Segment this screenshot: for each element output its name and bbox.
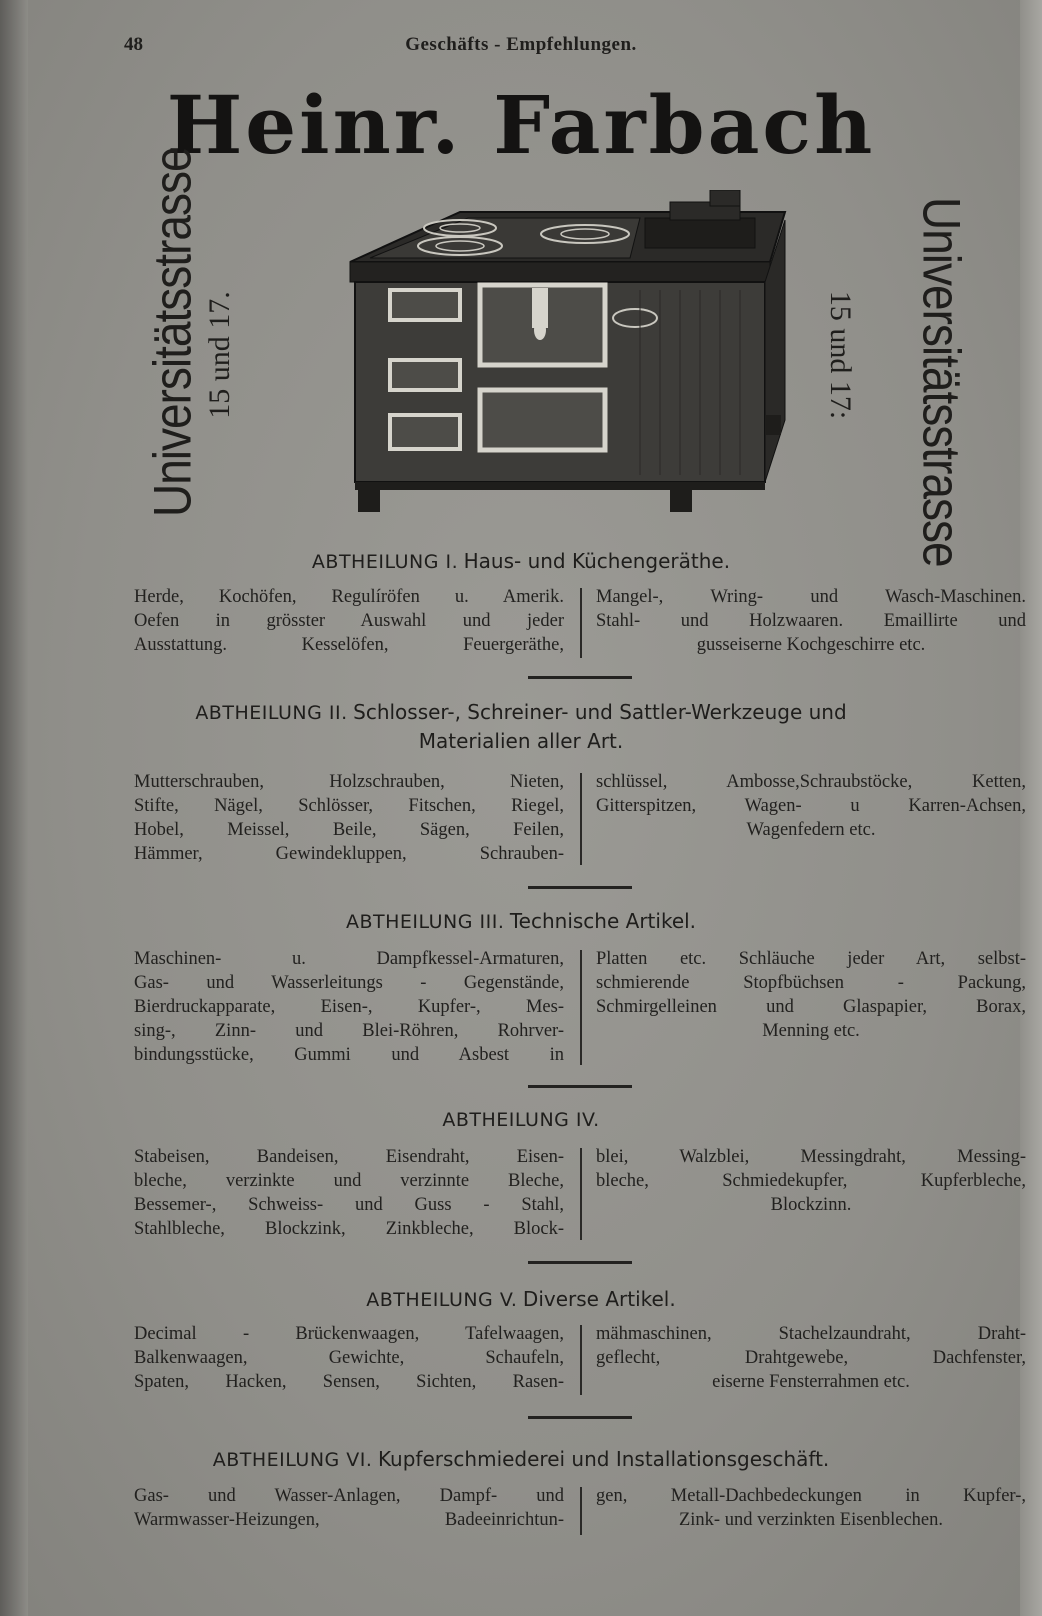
dept-1-title: Haus- und Küchengeräthe. [463, 549, 731, 573]
house-number-right: 15 und 17: [824, 290, 857, 420]
dept-6-label: ABTHEILUNG VI. [212, 1449, 373, 1471]
text-line: schmierende Stopfbüchsen - Packung, [596, 973, 1026, 993]
street-name-left: Universitätsstrasse [142, 147, 202, 517]
text-line: Decimal - Brückenwaagen, Tafelwaagen, [134, 1324, 564, 1344]
dept-6-right-column [596, 1484, 1026, 1532]
text-line: Spaten, Hacken, Sensen, Sichten, Rasen- [134, 1372, 564, 1392]
dept-3-left-column [134, 947, 564, 1067]
address-left [140, 147, 300, 520]
dept-4-label: ABTHEILUNG IV. [442, 1109, 600, 1131]
text-line: bindungsstücke, Gummi und Asbest in [134, 1045, 564, 1065]
dept-5-left-column [134, 1322, 564, 1394]
text-line: Gas- und Wasserleitungs - Gegenstände, [134, 973, 564, 993]
text-line: Menning etc. [762, 1021, 860, 1041]
dept-6-heading [0, 1445, 1042, 1474]
column-divider [580, 950, 582, 1065]
dept-4-heading [0, 1105, 1042, 1134]
running-title: Geschäfts - Empfehlungen. [405, 34, 637, 55]
text-line: Wagenfedern etc. [746, 820, 876, 840]
section-divider [528, 1085, 632, 1088]
dept-2-label: ABTHEILUNG II. [195, 702, 348, 724]
text-line: Mutterschrauben, Holzschrauben, Nieten, [134, 772, 564, 792]
dept-3-right-column [596, 947, 1026, 1043]
dept-3-heading [0, 907, 1042, 936]
text-line: Stahl- und Holzwaaren. Emaillirte und [596, 611, 1026, 631]
text-line: Hobel, Meissel, Beile, Sägen, Feilen, [134, 820, 564, 840]
dept-4-right-column [596, 1145, 1026, 1217]
text-line: Stifte, Nägel, Schlösser, Fitschen, Riegel, [134, 796, 564, 816]
text-line: bleche, Schmiedekupfer, Kupferbleche, [596, 1171, 1026, 1191]
dept-3-label: ABTHEILUNG III. [345, 911, 505, 933]
dept-6-title: Kupferschmiederei und Installationsgeschäft. [377, 1447, 830, 1471]
text-line: Bessemer-, Schweiss- und Guss - Stahl, [134, 1195, 564, 1215]
stove-icon [340, 190, 800, 520]
section-divider [528, 676, 632, 679]
dept-1-left-column [134, 585, 564, 657]
column-divider [580, 1487, 582, 1535]
text-line: Hämmer, Gewindekluppen, Schrauben- [134, 844, 564, 864]
text-line: Zink- und verzinkten Eisenblechen. [678, 1510, 944, 1530]
dept-5-heading [0, 1285, 1042, 1314]
text-line: Ausstattung. Kesselöfen, Feuergeräthe, [134, 635, 564, 655]
dept-1-heading [0, 547, 1042, 576]
section-divider [528, 1416, 632, 1419]
text-line: Gas- und Wasser-Anlagen, Dampf- und [134, 1486, 564, 1506]
text-line: Blockzinn. [770, 1195, 852, 1215]
dept-3-title: Technische Artikel. [509, 909, 697, 933]
text-line: schlüssel, Ambosse,Schraubstöcke, Ketten, [596, 772, 1026, 792]
firm-name: Heinr. Farbach [166, 78, 876, 172]
text-line: Mangel-, Wring- und Wasch-Maschinen. [596, 587, 1026, 607]
text-line: Stahlbleche, Blockzink, Zinkbleche, Block- [134, 1219, 564, 1239]
text-line: Warmwasser-Heizungen, Badeeinrichtun- [134, 1510, 564, 1530]
running-head [0, 34, 1042, 62]
dept-1-right-column [596, 585, 1026, 657]
dept-5-label: ABTHEILUNG V. [366, 1289, 518, 1311]
text-line: eiserne Fensterrahmen etc. [712, 1372, 910, 1392]
dept-2-left-column [134, 770, 564, 866]
text-line: Platten etc. Schläuche jeder Art, selbst- [596, 949, 1026, 969]
text-line: Herde, Kochöfen, Regulíröfen u. Amerik. [134, 587, 564, 607]
text-line: Oefen in grösster Auswahl und jeder [134, 611, 564, 631]
dept-5-title: Diverse Artikel. [522, 1287, 676, 1311]
column-divider [580, 588, 582, 658]
text-line: Balkenwaagen, Gewichte, Schaufeln, [134, 1348, 564, 1368]
text-line: Maschinen- u. Dampfkessel-Armaturen, [134, 949, 564, 969]
column-divider [580, 1148, 582, 1240]
text-line: Gitterspitzen, Wagen- u Karren-Achsen, [596, 796, 1026, 816]
text-line: gusseiserne Kochgeschirre etc. [696, 635, 926, 655]
dept-2-title-line2: Materialien aller Art. [418, 729, 624, 753]
dept-5-right-column [596, 1322, 1026, 1394]
column-divider [580, 773, 582, 865]
address-right [824, 190, 990, 567]
section-divider [528, 886, 632, 889]
dept-2-heading [0, 698, 1042, 755]
dept-2-title: Schlosser-, Schreiner- und Sattler-Werkzeuge und [353, 700, 847, 724]
text-line: Stabeisen, Bandeisen, Eisendraht, Eisen- [134, 1147, 564, 1167]
dept-4-left-column [134, 1145, 564, 1241]
text-line: geflecht, Drahtgewebe, Dachfenster, [596, 1348, 1026, 1368]
street-name-right: Universitätsstrasse [912, 197, 972, 567]
text-line: sing-, Zinn- und Blei-Röhren, Rohrver- [134, 1021, 564, 1041]
text-line: gen, Metall-Dachbedeckungen in Kupfer-, [596, 1486, 1026, 1506]
column-divider [580, 1325, 582, 1395]
dept-1-label: ABTHEILUNG I. [311, 551, 459, 573]
dept-2-right-column [596, 770, 1026, 842]
section-divider [528, 1261, 632, 1264]
text-line: blei, Walzblei, Messingdraht, Messing- [596, 1147, 1026, 1167]
text-line: Bierdruckapparate, Eisen-, Kupfer-, Mes- [134, 997, 564, 1017]
dept-6-left-column [134, 1484, 564, 1532]
page-edge-shadow [0, 0, 28, 1616]
page-number: 48 [124, 34, 143, 55]
text-line: mähmaschinen, Stachelzaundraht, Draht- [596, 1324, 1026, 1344]
house-number-left: 15 und 17. [203, 291, 236, 419]
text-line: Schmirgelleinen und Glaspapier, Borax, [596, 997, 1026, 1017]
text-line: bleche, verzinkte und verzinnte Bleche, [134, 1171, 564, 1191]
